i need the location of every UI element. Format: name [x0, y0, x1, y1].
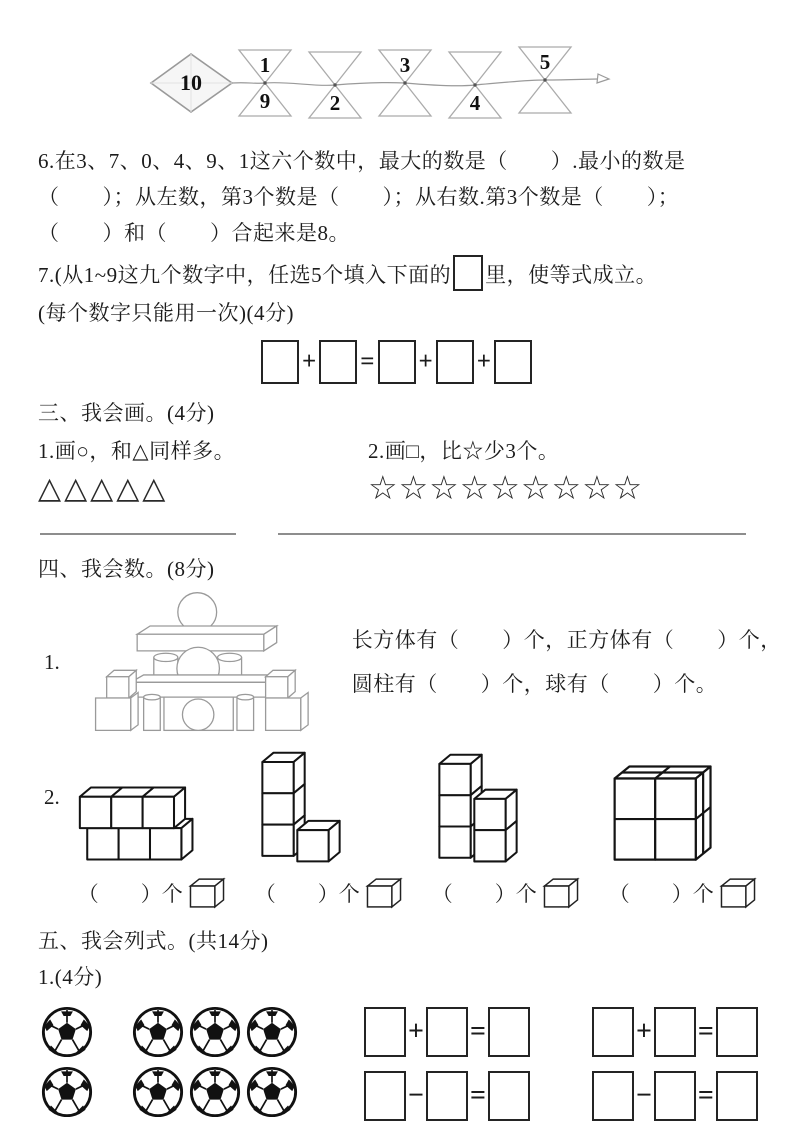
subtraction-equation: [364, 1071, 530, 1121]
question-7-note: (每个数字只能用一次)(4分): [38, 301, 294, 325]
bowtie-1-top-number: 1: [259, 53, 271, 77]
equals-operator: =: [469, 1080, 486, 1111]
section-3-item-1: [38, 433, 368, 509]
fill-in-box[interactable]: [426, 1071, 468, 1121]
fill-in-box[interactable]: [319, 340, 357, 384]
equals-operator: =: [469, 1016, 486, 1047]
equation-group-1: [364, 1007, 530, 1121]
fill-in-box[interactable]: [592, 1007, 634, 1057]
unit-cube-icon: [364, 875, 404, 911]
question-7-text-before: 7.(从1~9这九个数字中，任选5个填入下面的: [38, 263, 452, 287]
soccer-ball-icon: [245, 1005, 299, 1059]
soccer-ball-icon: [131, 1065, 185, 1119]
question-7-line-1: [38, 255, 763, 295]
kite-number-label: 10: [180, 70, 202, 95]
minus-operator: −: [408, 1080, 424, 1111]
section-3-title: 三、我会画。(4分): [38, 401, 215, 425]
bowtie-1-bottom-number: 9: [259, 89, 271, 113]
soccer-ball-icon: [40, 1065, 94, 1119]
cube-figure-column-4: [609, 745, 758, 911]
equation-group-2: [592, 1007, 758, 1121]
kite-string-drawing: [140, 38, 640, 133]
count-blank-label[interactable]: （ ）个: [431, 882, 537, 906]
section-5-question-1: [0, 1005, 793, 1121]
cube-stack-figure-3: [432, 751, 524, 867]
star-row: ☆☆☆☆☆☆☆☆☆: [368, 471, 644, 507]
count-blank-label[interactable]: （ ）个: [254, 882, 360, 906]
section-5-question-1-label: 1.(4分): [38, 965, 103, 989]
fill-in-box[interactable]: [654, 1071, 696, 1121]
soccer-ball-groups: [40, 1005, 302, 1121]
count-solids-line-2: 圆柱有（ ）个，球有（ ）个。: [351, 672, 718, 696]
cube-count-answer: [609, 875, 758, 911]
soccer-ball-icon: [188, 1005, 242, 1059]
section-5-title: 五、我会列式。(共14分): [38, 929, 269, 953]
question-6: [0, 143, 793, 251]
unit-cube-icon: [718, 875, 758, 911]
answer-line: [278, 533, 746, 535]
question-number: 1.: [44, 649, 60, 674]
plus-operator: +: [418, 348, 433, 375]
fill-in-box[interactable]: [488, 1007, 530, 1057]
bowtie-2-top-blank[interactable]: [321, 54, 349, 80]
cube-stack-figure-2: [255, 749, 347, 867]
fill-in-box[interactable]: [592, 1071, 634, 1121]
cube-count-answer: [255, 875, 404, 911]
fill-in-box[interactable]: [261, 340, 299, 384]
fill-in-box[interactable]: [364, 1007, 406, 1057]
equals-operator: =: [360, 348, 375, 375]
section-4-question-1: [0, 589, 793, 735]
section-4-question-1-text: [352, 618, 782, 706]
fill-in-box[interactable]: [436, 340, 474, 384]
bowtie-5-bottom-blank[interactable]: [531, 85, 559, 111]
unit-cube-icon: [541, 875, 581, 911]
bowtie-2-bottom-number: 2: [329, 91, 341, 115]
equals-operator: =: [697, 1016, 714, 1047]
plus-operator: +: [408, 1016, 424, 1047]
bowtie-4-bottom-number: 4: [469, 91, 481, 115]
fill-in-box[interactable]: [716, 1007, 758, 1057]
plus-operator: +: [476, 348, 491, 375]
question-7-text-after: 里，使等式成立。: [485, 263, 658, 287]
draw-squares-prompt: 2.画□，比☆少3个。: [368, 439, 560, 463]
count-blank-label[interactable]: （ ）个: [77, 882, 183, 906]
addition-equation: [364, 1007, 530, 1057]
addition-equation: [592, 1007, 758, 1057]
section-3-answer-lines: [0, 533, 793, 535]
fill-in-box[interactable]: [494, 340, 532, 384]
triangle-row: △△△△△: [38, 472, 169, 505]
question-7-equation: [0, 339, 793, 385]
fill-in-box[interactable]: [453, 255, 483, 291]
bowtie-5-top-number: 5: [539, 50, 551, 74]
fill-in-box[interactable]: [378, 340, 416, 384]
minus-operator: −: [635, 1080, 652, 1111]
kite-string-figure: [140, 38, 640, 133]
answer-line: [40, 533, 236, 535]
fill-in-box[interactable]: [426, 1007, 468, 1057]
cube-figure-column-1: [78, 745, 227, 911]
question-7: [0, 255, 793, 331]
bowtie-3-top-number: 3: [399, 53, 411, 77]
bowtie-4-top-blank[interactable]: [461, 54, 489, 80]
ball-row-1: [40, 1005, 302, 1059]
unit-cube-icon: [187, 875, 227, 911]
cube-stack-figure-1: [78, 780, 198, 867]
soccer-ball-icon: [245, 1065, 299, 1119]
cube-stack-figure-4: [609, 749, 718, 867]
plus-operator: +: [302, 348, 317, 375]
subtraction-equation: [592, 1071, 758, 1121]
cube-figure-column-2: [255, 745, 404, 911]
section-3-item-2: [368, 433, 748, 509]
building-blocks-figure: [84, 589, 316, 735]
soccer-ball-icon: [188, 1065, 242, 1119]
count-blank-label[interactable]: （ ）个: [608, 882, 714, 906]
plus-operator: +: [635, 1016, 652, 1047]
bowtie-3-bottom-blank[interactable]: [391, 88, 419, 114]
section-3-items: [0, 433, 793, 509]
equals-operator: =: [697, 1080, 714, 1111]
section-4-question-2: [0, 745, 793, 911]
draw-circles-prompt: 1.画○，和△同样多。: [38, 439, 236, 463]
question-6-line-1: 6.在3、7、0、4、9、1这六个数中，最大的数是（ ）.最小的数是: [38, 149, 686, 173]
count-solids-line-1: 长方体有（ ）个，正方体有（ ）个，: [351, 628, 782, 652]
fill-in-box[interactable]: [364, 1071, 406, 1121]
cube-count-answer: [78, 875, 227, 911]
fill-in-box[interactable]: [654, 1007, 696, 1057]
soccer-ball-icon: [40, 1005, 94, 1059]
question-6-line-3: （ ）和（ ）合起来是8。: [38, 221, 350, 245]
fill-in-box[interactable]: [488, 1071, 530, 1121]
soccer-ball-icon: [131, 1005, 185, 1059]
cube-figure-column-3: [432, 745, 581, 911]
fill-in-box[interactable]: [716, 1071, 758, 1121]
string-end-triangle: [597, 74, 609, 83]
section-4-title: 四、我会数。(8分): [38, 557, 215, 581]
cube-count-answer: [432, 875, 581, 911]
question-6-line-2: （ ）；从左数，第3个数是（ ）；从右数.第3个数是（ ）；: [38, 185, 680, 209]
ball-row-2: [40, 1065, 302, 1119]
cube-figure-columns: [78, 745, 758, 911]
question-number: 2.: [44, 785, 60, 809]
